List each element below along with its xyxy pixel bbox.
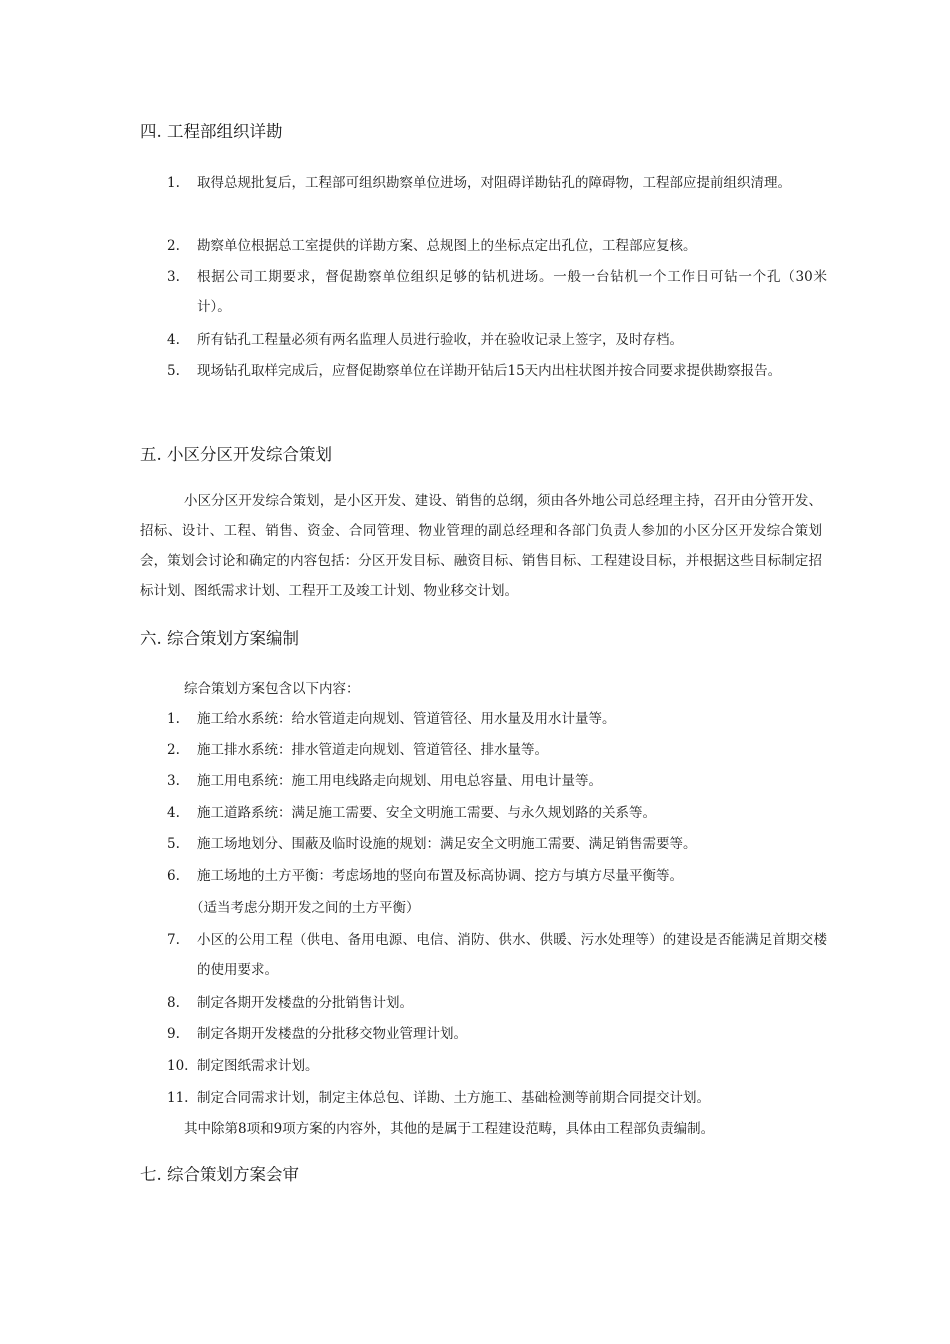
list-item	[167, 168, 827, 198]
list-number: 5.	[167, 363, 180, 379]
list-item	[167, 704, 827, 734]
list-note: （适当考虑分期开发之间的土方平衡）	[190, 900, 420, 916]
list-number: 5.	[167, 836, 180, 852]
list-text: 小区的公用工程（供电、备用电源、电信、消防、供水、供暖、污水处理等）的建设是否能满足首期交楼的使用要求。	[197, 932, 827, 978]
list-number: 3.	[167, 269, 180, 285]
list-item	[167, 1019, 827, 1049]
list-number: 3.	[167, 773, 180, 789]
list-text: 制定合同需求计划，制定主体总包、详勘、土方施工、基础检测等前期合同提交计划。	[197, 1090, 710, 1106]
list-text: 制定图纸需求计划。	[197, 1058, 319, 1074]
list-number: 11.	[167, 1090, 189, 1106]
list-number: 2.	[167, 238, 180, 254]
list-text: 根据公司工期要求，督促勘察单位组织足够的钻机进场。一般一台钻机一个工作日可钻一个孔（30米计）。	[197, 269, 827, 315]
list-number: 8.	[167, 995, 180, 1011]
list-number: 6.	[167, 868, 180, 884]
list-text: 所有钻孔工程量必须有两名监理人员进行验收，并在验收记录上签字，及时存档。	[197, 332, 683, 348]
list-text: 施工用电系统：施工用电线路走向规划、用电总容量、用电计量等。	[197, 773, 602, 789]
list-item	[167, 1051, 827, 1081]
list-item	[167, 325, 827, 355]
list-text: 制定各期开发楼盘的分批移交物业管理计划。	[197, 1026, 467, 1042]
list-text: 施工场地的土方平衡：考虑场地的竖向布置及标高协调、挖方与填方尽量平衡等。	[197, 868, 683, 884]
list-item	[167, 829, 827, 859]
list-item	[167, 231, 827, 261]
list-number: 1.	[167, 175, 180, 191]
section-heading-6: 六. 综合策划方案编制	[140, 629, 299, 648]
list-item	[167, 766, 827, 796]
list-item	[167, 861, 827, 891]
list-text: 施工给水系统：给水管道走向规划、管道管径、用水量及用水计量等。	[197, 711, 616, 727]
list-number: 4.	[167, 332, 180, 348]
list-number: 7.	[167, 932, 180, 948]
list-number: 1.	[167, 711, 180, 727]
section-intro: 综合策划方案包含以下内容：	[184, 681, 360, 697]
list-number: 2.	[167, 742, 180, 758]
list-text: 现场钻孔取样完成后，应督促勘察单位在详勘开钻后15天内出柱状图并按合同要求提供勘察报告。	[197, 363, 782, 379]
list-text: 施工场地划分、围蔽及临时设施的规划：满足安全文明施工需要、满足销售需要等。	[197, 836, 697, 852]
list-item	[167, 798, 827, 828]
list-item	[167, 1083, 827, 1113]
list-text: 取得总规批复后，工程部可组织勘察单位进场，对阻碍详勘钻孔的障碍物，工程部应提前组织清理。	[197, 175, 791, 191]
list-item	[167, 925, 827, 985]
list-text: 施工排水系统：排水管道走向规划、管道管径、排水量等。	[197, 742, 548, 758]
section-heading-7: 七. 综合策划方案会审	[140, 1165, 299, 1184]
list-item	[167, 735, 827, 765]
list-number: 9.	[167, 1026, 180, 1042]
list-item	[167, 356, 827, 386]
list-item	[167, 988, 827, 1018]
list-text: 勘察单位根据总工室提供的详勘方案、总规图上的坐标点定出孔位，工程部应复核。	[197, 238, 697, 254]
section-paragraph: 小区分区开发综合策划，是小区开发、建设、销售的总纲，须由各外地公司总经理主持，召开由分管开发、招标、设计、工程、销售、资金、合同管理、物业管理的副总经理和各部门负责人参加的小区分区开发综合策划会，策划会讨论和确定的内容包括：分区开发目标、融资目标、销售目标、工程建设目标，并根据这些目标制定招标计划、图纸需求计划、工程开工及竣工计划、物业移交计划。	[140, 493, 822, 599]
section-closing: 其中除第8项和9项方案的内容外，其他的是属于工程建设范畴，具体由工程部负责编制。	[184, 1121, 715, 1137]
section-heading-4: 四. 工程部组织详勘	[140, 122, 283, 141]
section-heading-5: 五. 小区分区开发综合策划	[140, 445, 332, 464]
list-item	[167, 262, 827, 322]
list-number: 10.	[167, 1058, 189, 1074]
list-text: 制定各期开发楼盘的分批销售计划。	[197, 995, 413, 1011]
list-number: 4.	[167, 805, 180, 821]
list-text: 施工道路系统：满足施工需要、安全文明施工需要、与永久规划路的关系等。	[197, 805, 656, 821]
